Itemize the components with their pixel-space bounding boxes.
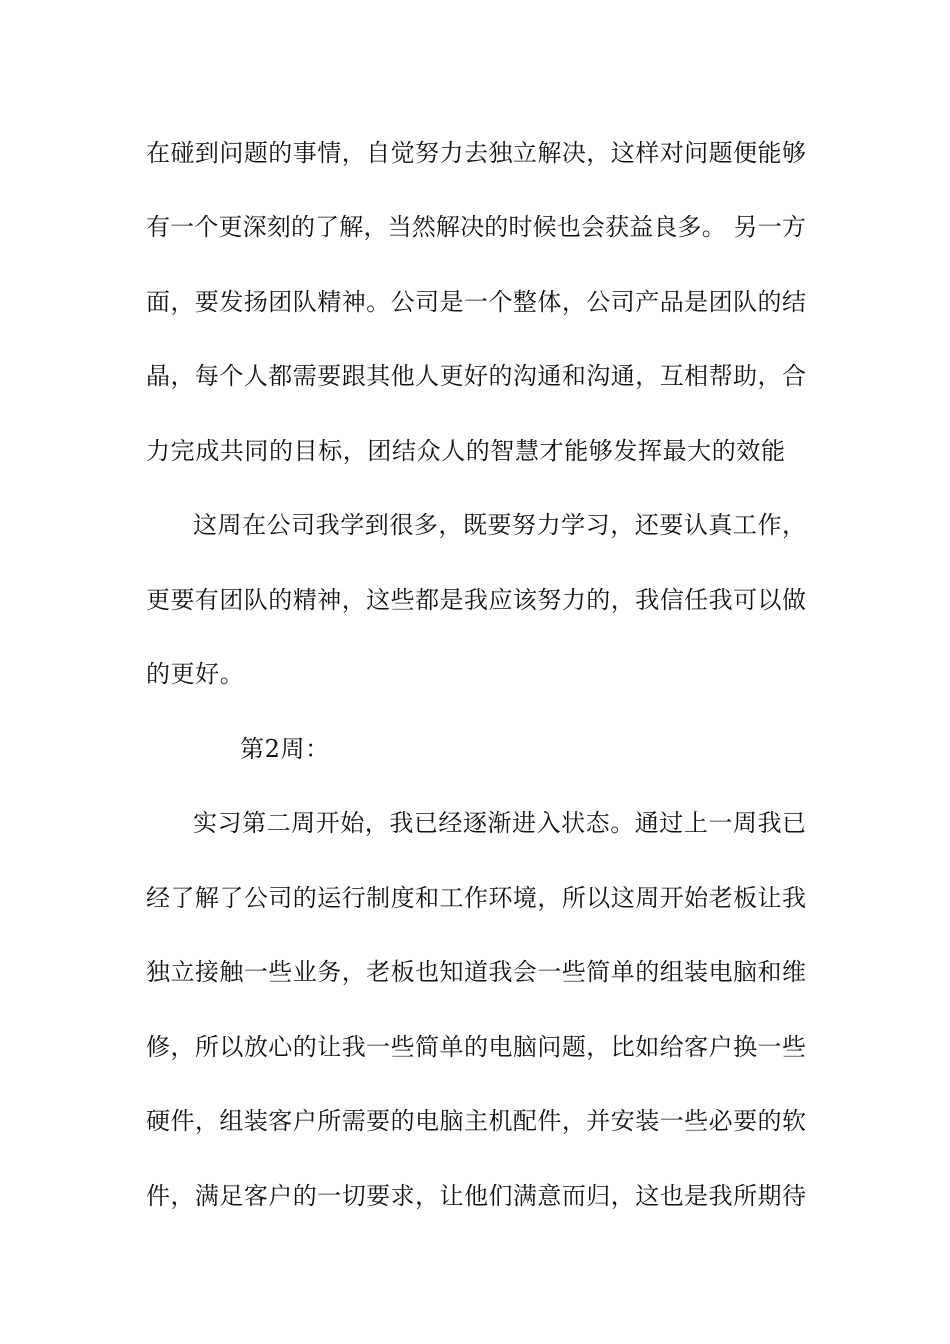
paragraph-line: 面，要发扬团队精神。公司是一个整体，公司产品是团队的结 xyxy=(146,288,806,316)
paragraph-line: 在碰到问题的事情，自觉努力去独立解决，这样对问题便能够 xyxy=(146,139,806,167)
paragraph-line: 的更好。 xyxy=(146,660,245,688)
paragraph-line: 更要有团队的精神，这些都是我应该努力的，我信任我可以做 xyxy=(146,586,806,614)
paragraph-line: 修，所以放心的让我一些简单的电脑问题，比如给客户换一些 xyxy=(146,1033,806,1061)
paragraph-line: 实习第二周开始，我已经逐渐进入状态。通过上一周我已 xyxy=(193,809,806,837)
paragraph-line: 硬件，组装客户所需要的电脑主机配件，并安装一些必要的软 xyxy=(146,1107,806,1135)
paragraph-line: 这周在公司我学到很多，既要努力学习，还要认真工作， xyxy=(193,511,806,539)
section-heading: 第2周： xyxy=(240,735,330,763)
paragraph-line: 晶，每个人都需要跟其他人更好的沟通和沟通，互相帮助，合 xyxy=(146,362,806,390)
paragraph-line: 经了解了公司的运行制度和工作环境，所以这周开始老板让我 xyxy=(146,884,806,912)
paragraph-line: 力完成共同的目标，团结众人的智慧才能够发挥最大的效能 xyxy=(146,437,786,465)
paragraph-line: 独立接触一些业务，老板也知道我会一些简单的组装电脑和维 xyxy=(146,958,806,986)
paragraph-line: 件，满足客户的一切要求，让他们满意而归，这也是我所期待 xyxy=(146,1182,806,1210)
paragraph-line: 有一个更深刻的了解，当然解决的时候也会获益良多。 另一方 xyxy=(146,213,806,241)
